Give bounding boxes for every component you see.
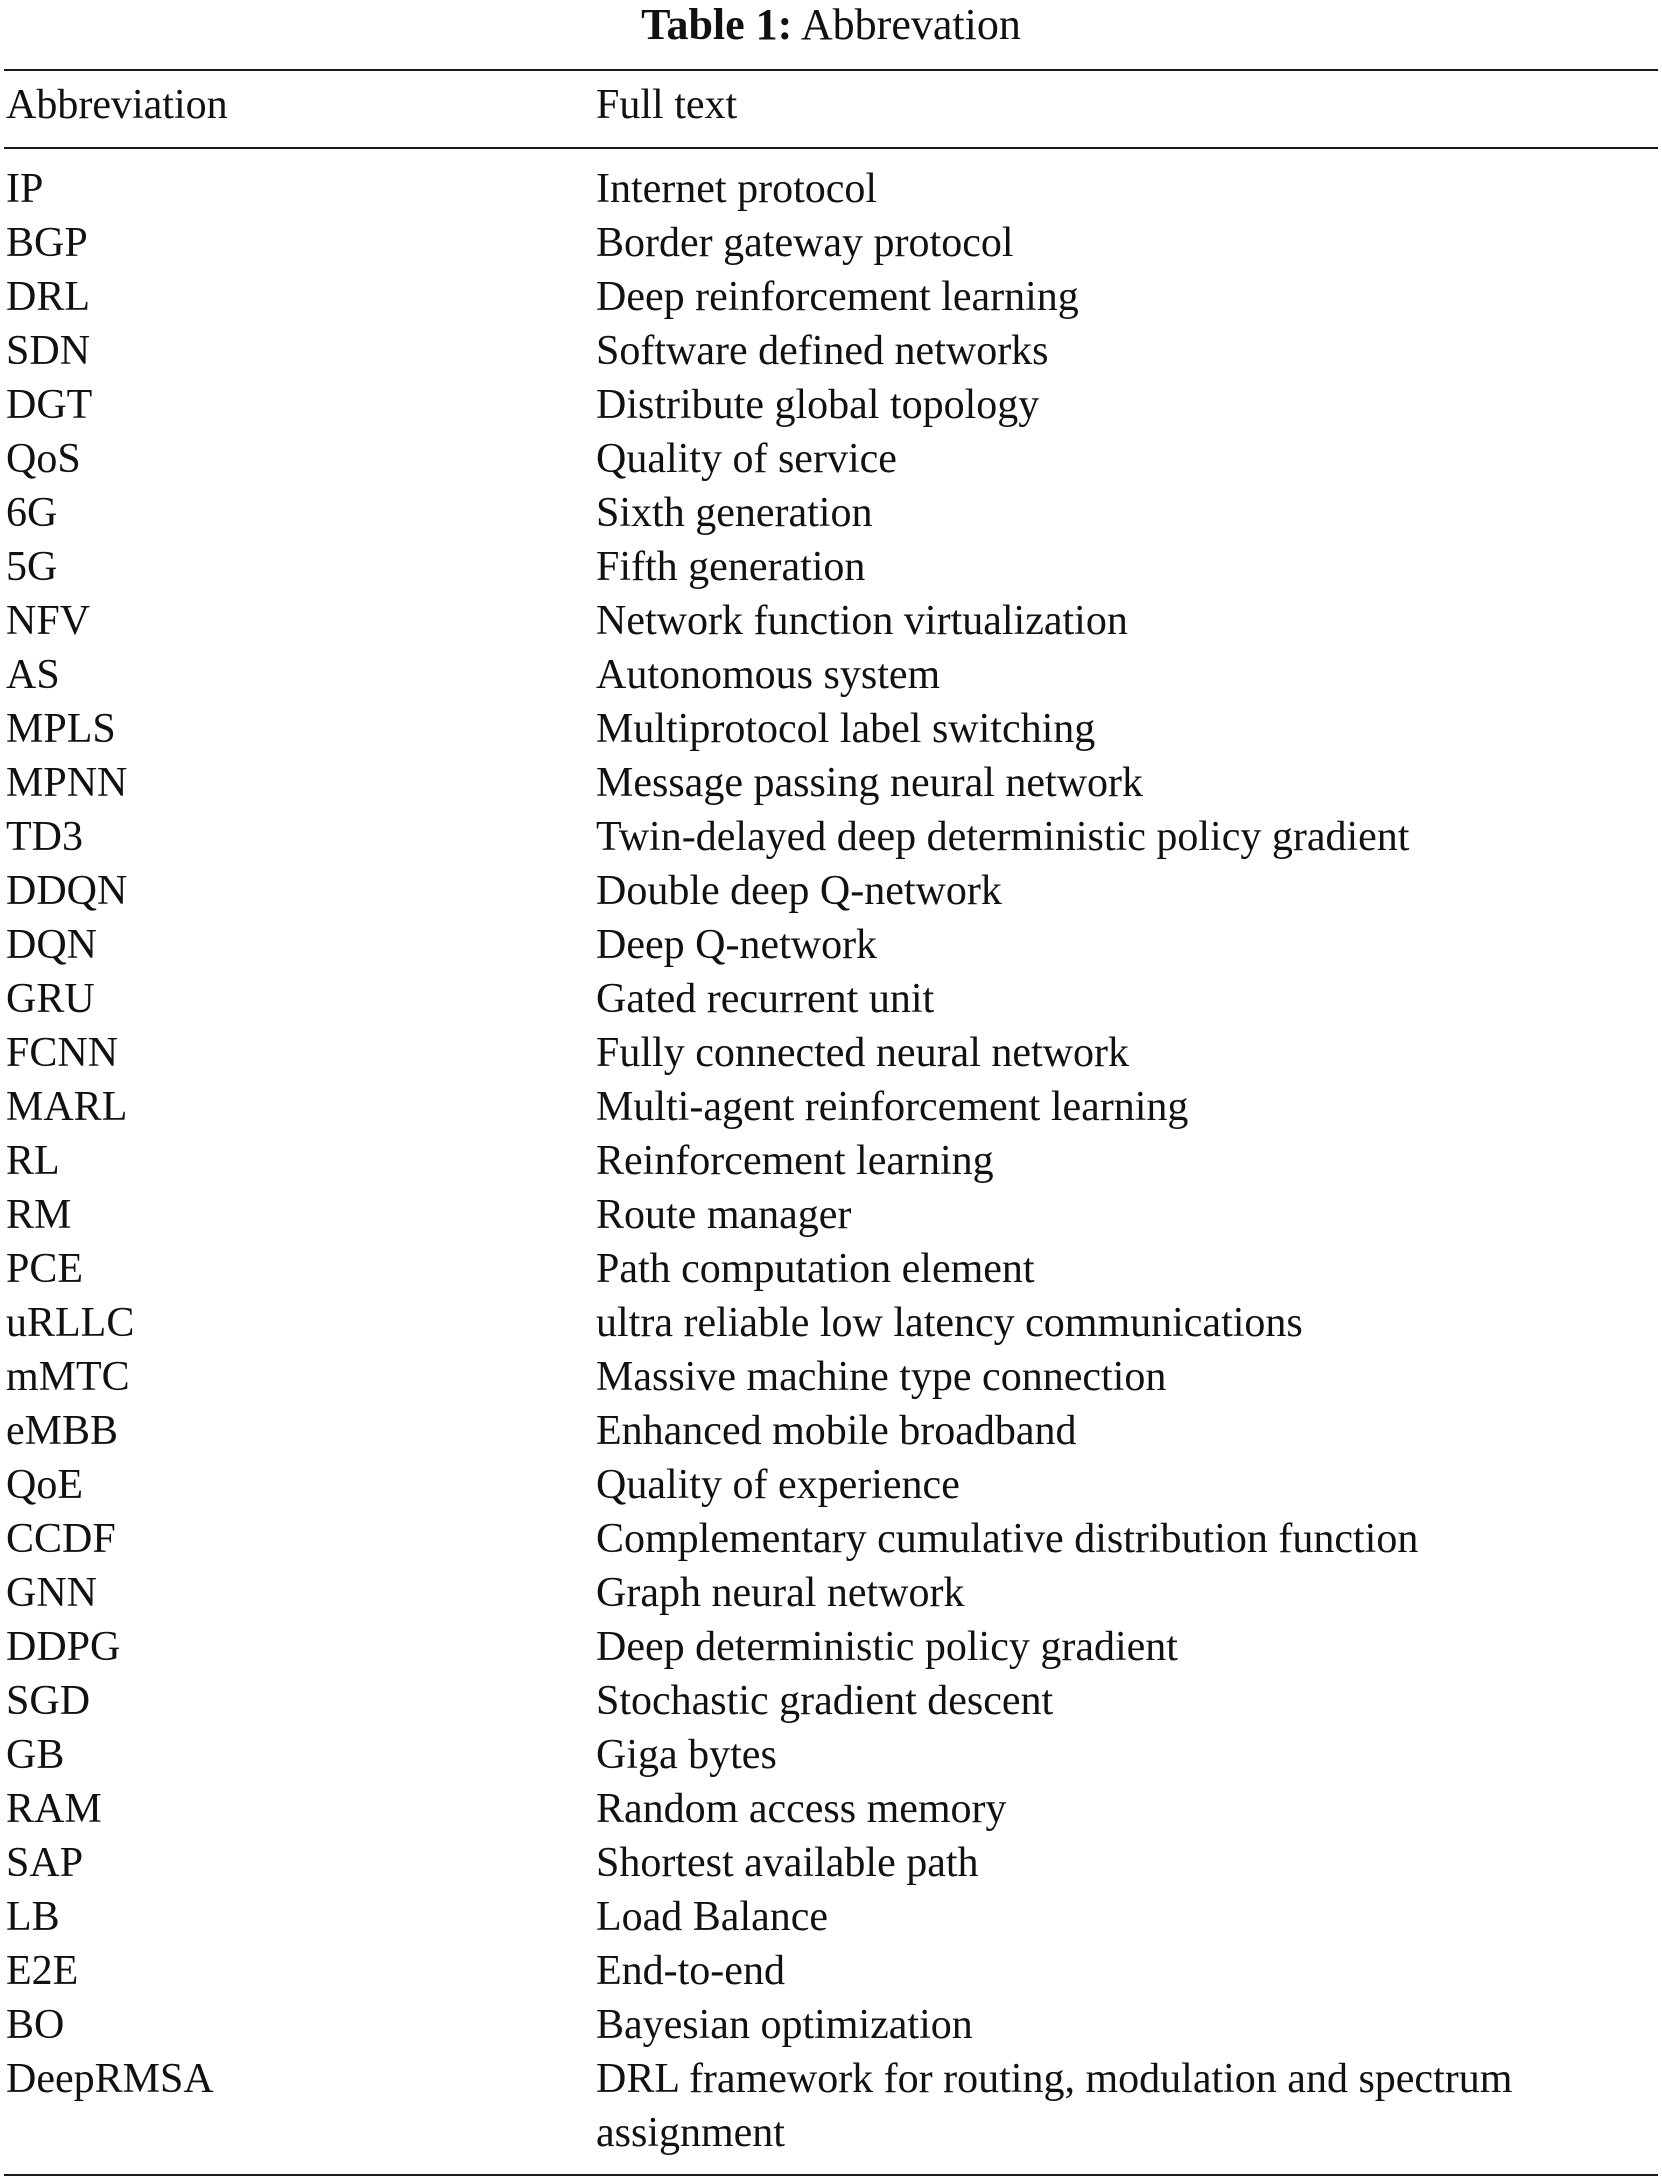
table-row — [0, 648, 1662, 702]
abbreviation-cell: QoE — [6, 1462, 83, 1508]
table-row — [0, 756, 1662, 810]
full-text-cell: Shortest available path — [596, 1840, 979, 1886]
full-text-cell: Quality of service — [596, 436, 897, 482]
abbreviation-cell: MARL — [6, 1084, 128, 1130]
full-text-cell: Quality of experience — [596, 1462, 960, 1508]
table-row — [0, 162, 1662, 216]
table-row — [0, 918, 1662, 972]
table-row — [0, 216, 1662, 270]
abbreviation-cell: E2E — [6, 1948, 79, 1994]
full-text-cell: Graph neural network — [596, 1570, 965, 1616]
full-text-cell: Gated recurrent unit — [596, 976, 935, 1022]
full-text-cell: Enhanced mobile broadband — [596, 1408, 1077, 1454]
full-text-cell: Double deep Q-network — [596, 868, 1002, 914]
abbreviation-cell: FCNN — [6, 1030, 119, 1076]
header-abbreviation: Abbreviation — [6, 82, 228, 128]
full-text-cell: Internet protocol — [596, 166, 878, 212]
abbreviation-cell: MPNN — [6, 760, 128, 806]
full-text-cell: Stochastic gradient descent — [596, 1678, 1054, 1724]
table-row — [0, 1026, 1662, 1080]
table-row — [0, 972, 1662, 1026]
full-text-cell: Route manager — [596, 1192, 852, 1238]
table-row — [0, 1890, 1662, 1944]
table-row — [0, 1836, 1662, 1890]
abbreviation-cell: RL — [6, 1138, 60, 1184]
table-row — [0, 540, 1662, 594]
full-text-cell: Multi-agent reinforcement learning — [596, 1084, 1189, 1130]
full-text-cell: Reinforcement learning — [596, 1138, 994, 1184]
caption-label: Table 1: — [641, 0, 793, 49]
full-text-cell: Message passing neural network — [596, 760, 1144, 806]
table-row — [0, 1404, 1662, 1458]
table-row — [0, 864, 1662, 918]
full-text-cell: Multiprotocol label switching — [596, 706, 1096, 752]
abbreviation-cell: MPLS — [6, 706, 116, 752]
full-text-cell: Software defined networks — [596, 328, 1049, 374]
full-text-cell: Random access memory — [596, 1786, 1007, 1832]
abbreviation-cell: mMTC — [6, 1354, 130, 1400]
table-row — [0, 1080, 1662, 1134]
abbreviation-cell: GRU — [6, 976, 95, 1022]
table-row — [0, 1134, 1662, 1188]
table-header-row — [0, 78, 1662, 132]
table-row — [0, 1566, 1662, 1620]
full-text-cell: Border gateway protocol — [596, 220, 1014, 266]
table-row — [0, 702, 1662, 756]
table-row — [0, 594, 1662, 648]
full-text-cell: Fifth generation — [596, 544, 866, 590]
full-text-cell: Bayesian optimization — [596, 2002, 973, 2048]
full-text-cell: Autonomous system — [596, 652, 941, 698]
full-text-cell: Network function virtualization — [596, 598, 1128, 644]
abbreviation-cell: DDQN — [6, 868, 128, 914]
table-body — [0, 162, 1662, 2160]
abbreviation-cell: DGT — [6, 382, 93, 428]
abbreviation-cell: RM — [6, 1192, 72, 1238]
table-row — [0, 1296, 1662, 1350]
abbreviation-cell: BGP — [6, 220, 88, 266]
table-row — [0, 1458, 1662, 1512]
table-row — [0, 1674, 1662, 1728]
abbreviation-cell: GB — [6, 1732, 65, 1778]
full-text-cell: Complementary cumulative distribution function — [596, 1516, 1419, 1562]
header-full-text: Full text — [596, 82, 738, 128]
abbreviation-cell: BO — [6, 2002, 65, 2048]
table-row — [0, 378, 1662, 432]
abbreviation-cell: GNN — [6, 1570, 97, 1616]
table-row — [0, 2052, 1662, 2160]
abbreviation-cell: 5G — [6, 544, 58, 590]
full-text-cell: DRL framework for routing, modulation and spectrum assignment — [596, 2056, 1513, 2156]
table-row — [0, 810, 1662, 864]
abbreviation-cell: SGD — [6, 1678, 91, 1724]
table-row — [0, 270, 1662, 324]
table-row — [0, 1242, 1662, 1296]
top-rule — [4, 69, 1658, 71]
abbreviation-cell: IP — [6, 166, 44, 212]
table-row — [0, 1512, 1662, 1566]
full-text-cell: Path computation element — [596, 1246, 1035, 1292]
full-text-cell: Distribute global topology — [596, 382, 1040, 428]
abbreviation-cell: DeepRMSA — [6, 2056, 214, 2102]
table-row — [0, 324, 1662, 378]
full-text-cell: Sixth generation — [596, 490, 873, 536]
table-row — [0, 1620, 1662, 1674]
full-text-cell: Massive machine type connection — [596, 1354, 1167, 1400]
full-text-cell: Fully connected neural network — [596, 1030, 1129, 1076]
full-text-cell: Load Balance — [596, 1894, 829, 1940]
full-text-cell: Deep Q-network — [596, 922, 878, 968]
caption-title: Abbrevation — [800, 0, 1021, 49]
full-text-cell: Twin-delayed deep deterministic policy gradient — [596, 814, 1410, 860]
bottom-rule — [4, 2174, 1658, 2176]
table-row — [0, 1728, 1662, 1782]
table-row — [0, 1350, 1662, 1404]
abbreviation-cell: PCE — [6, 1246, 84, 1292]
abbreviation-cell: DRL — [6, 274, 90, 320]
table-row — [0, 1188, 1662, 1242]
abbreviation-cell: TD3 — [6, 814, 83, 860]
abbreviation-cell: DDPG — [6, 1624, 121, 1670]
abbreviation-cell: SDN — [6, 328, 91, 374]
full-text-cell: Deep reinforcement learning — [596, 274, 1079, 320]
table-row — [0, 432, 1662, 486]
abbreviation-cell: RAM — [6, 1786, 102, 1832]
abbreviation-cell: 6G — [6, 490, 58, 536]
table-row — [0, 1944, 1662, 1998]
abbreviation-cell: SAP — [6, 1840, 84, 1886]
abbreviation-cell: NFV — [6, 598, 91, 644]
abbreviation-cell: LB — [6, 1894, 60, 1940]
abbreviation-cell: uRLLC — [6, 1300, 135, 1346]
full-text-cell: End-to-end — [596, 1948, 785, 1994]
abbreviation-cell: DQN — [6, 922, 97, 968]
full-text-cell: Deep deterministic policy gradient — [596, 1624, 1178, 1670]
table-row — [0, 486, 1662, 540]
table-row — [0, 1998, 1662, 2052]
abbreviation-cell: AS — [6, 652, 60, 698]
abbreviation-cell: CCDF — [6, 1516, 116, 1562]
abbreviation-cell: QoS — [6, 436, 81, 482]
abbreviation-cell: eMBB — [6, 1408, 119, 1454]
full-text-cell: ultra reliable low latency communications — [596, 1300, 1303, 1346]
table-caption — [0, 0, 1662, 54]
header-rule — [4, 147, 1658, 149]
table-row — [0, 1782, 1662, 1836]
full-text-cell: Giga bytes — [596, 1732, 777, 1778]
